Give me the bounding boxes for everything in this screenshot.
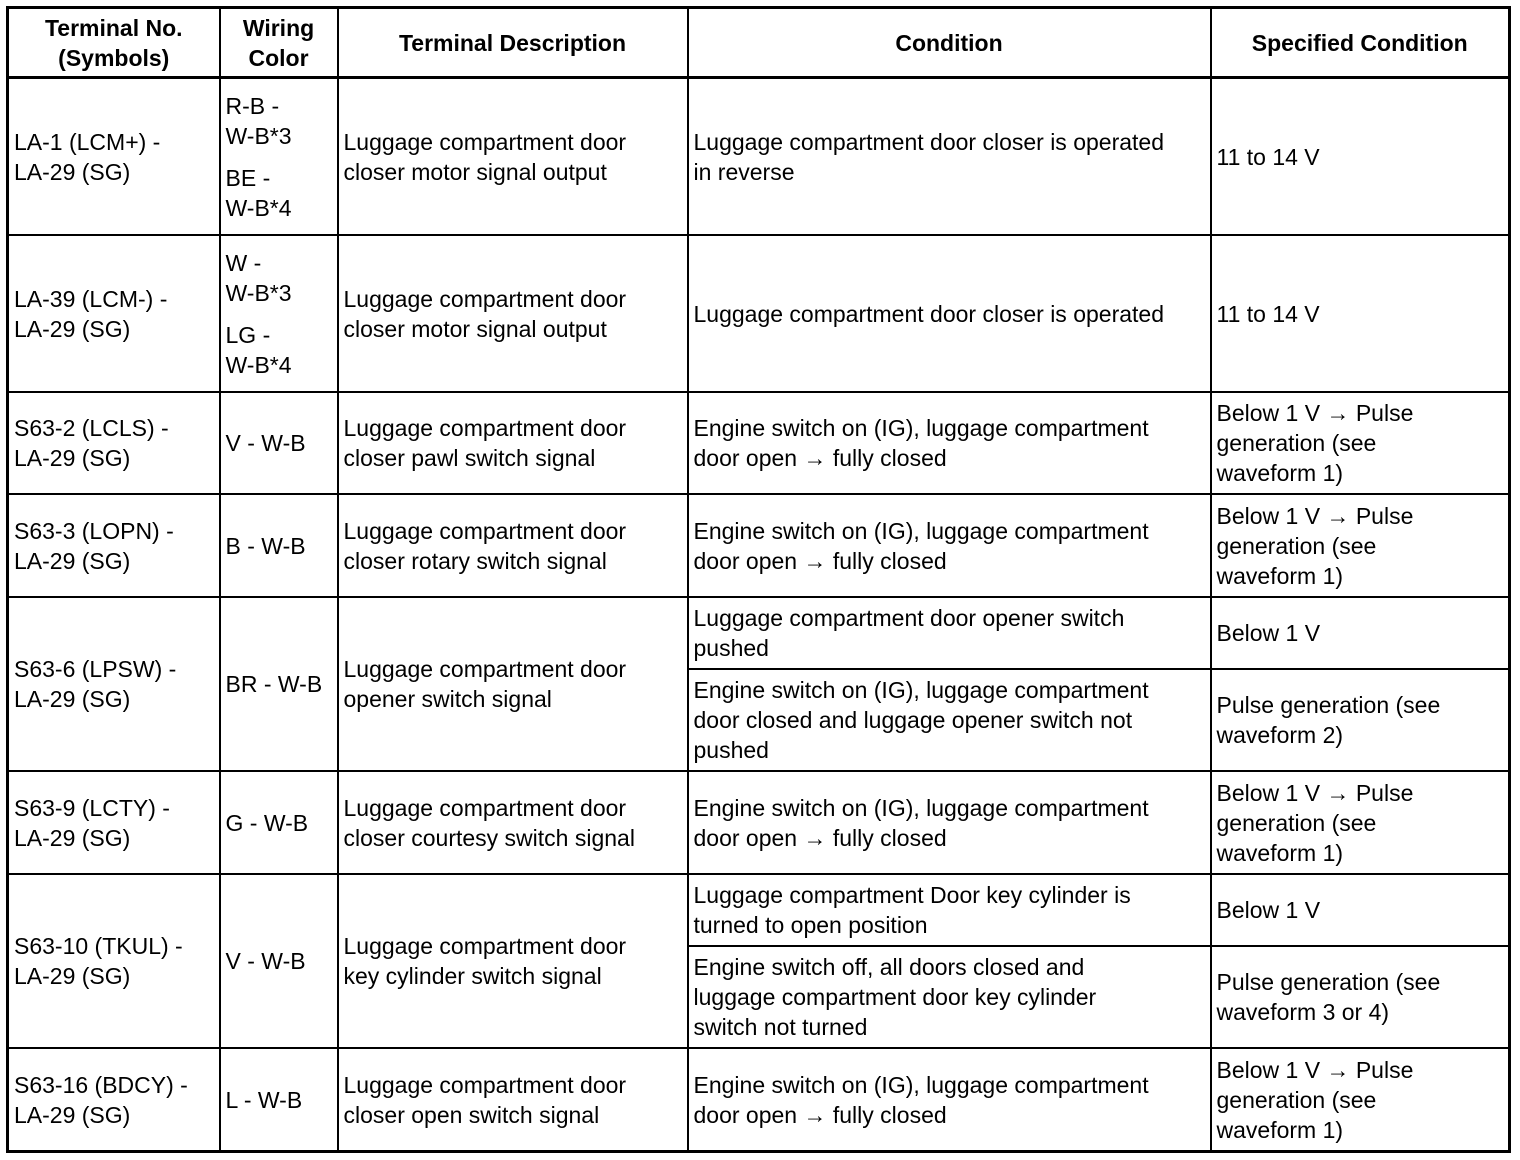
terminal-cell: S63-3 (LOPN) - LA-29 (SG): [8, 494, 220, 597]
terminal-spec-table: [6, 6, 1511, 1153]
table-row: [8, 494, 1510, 597]
specified-cell: Pulse generation (see waveform 3 or 4): [1211, 946, 1510, 1048]
condition-cell: Luggage compartment door closer is operated in reverse: [688, 78, 1211, 236]
terminal-cell: S63-16 (BDCY) - LA-29 (SG): [8, 1048, 220, 1152]
specified-cell: Below 1 V: [1211, 874, 1510, 946]
header-terminal-description: Terminal Description: [338, 8, 688, 78]
table-row: [8, 597, 1510, 669]
wiring-color-variant-3: W - W-B*3: [225, 249, 292, 306]
specified-cell: 11 to 14 V: [1211, 78, 1510, 236]
wiring-color-variant-3: R-B - W-B*3: [225, 92, 292, 149]
description-cell: Luggage compartment door closer open switch signal: [338, 1048, 688, 1152]
table-row: [8, 771, 1510, 874]
condition-cell: Engine switch on (IG), luggage compartment door open → fully closed: [688, 771, 1211, 874]
terminal-cell: S63-9 (LCTY) - LA-29 (SG): [8, 771, 220, 874]
terminal-cell: LA-39 (LCM-) - LA-29 (SG): [8, 235, 220, 392]
wiring-color-cell: B - W-B: [220, 494, 338, 597]
wiring-color-cell: [220, 235, 338, 392]
specified-cell: Below 1 V → Pulse generation (see waveform 1): [1211, 392, 1510, 494]
condition-cell: Engine switch on (IG), luggage compartment door open → fully closed: [688, 494, 1211, 597]
terminal-cell: LA-1 (LCM+) - LA-29 (SG): [8, 78, 220, 236]
condition-cell: Luggage compartment door closer is operated: [688, 235, 1211, 392]
description-cell: Luggage compartment door closer pawl switch signal: [338, 392, 688, 494]
table-row: [8, 1048, 1510, 1152]
wiring-color-variant-4: BE - W-B*4: [225, 164, 292, 221]
description-cell: Luggage compartment door closer motor signal output: [338, 78, 688, 236]
description-cell: Luggage compartment door opener switch signal: [338, 597, 688, 771]
specified-cell: Below 1 V → Pulse generation (see waveform 1): [1211, 771, 1510, 874]
terminal-cell: S63-6 (LPSW) - LA-29 (SG): [8, 597, 220, 771]
specified-cell: Below 1 V: [1211, 597, 1510, 669]
header-condition: Condition: [688, 8, 1211, 78]
specified-cell: Pulse generation (see waveform 2): [1211, 669, 1510, 771]
table-header-row: [8, 8, 1510, 78]
wiring-color-variant-4: LG - W-B*4: [225, 321, 292, 378]
header-specified-condition: Specified Condition: [1211, 8, 1510, 78]
wiring-color-cell: G - W-B: [220, 771, 338, 874]
specified-cell: Below 1 V → Pulse generation (see waveform 1): [1211, 494, 1510, 597]
condition-cell: Engine switch on (IG), luggage compartment door open → fully closed: [688, 392, 1211, 494]
condition-cell: Luggage compartment Door key cylinder is turned to open position: [688, 874, 1211, 946]
description-cell: Luggage compartment door closer courtesy switch signal: [338, 771, 688, 874]
table-row: [8, 392, 1510, 494]
condition-cell: Luggage compartment door opener switch pushed: [688, 597, 1211, 669]
table-row: [8, 874, 1510, 946]
wiring-color-cell: [220, 78, 338, 236]
wiring-color-cell: V - W-B: [220, 874, 338, 1048]
condition-cell: Engine switch off, all doors closed and luggage compartment door key cylinder switch not turned: [688, 946, 1211, 1048]
description-cell: Luggage compartment door closer motor signal output: [338, 235, 688, 392]
wiring-color-cell: BR - W-B: [220, 597, 338, 771]
header-terminal: Terminal No. (Symbols): [8, 8, 220, 78]
condition-cell: Engine switch on (IG), luggage compartment door closed and luggage opener switch not pushed: [688, 669, 1211, 771]
table-row: [8, 78, 1510, 236]
header-wiring-color: Wiring Color: [220, 8, 338, 78]
terminal-cell: S63-10 (TKUL) - LA-29 (SG): [8, 874, 220, 1048]
wiring-color-cell: L - W-B: [220, 1048, 338, 1152]
description-cell: Luggage compartment door key cylinder switch signal: [338, 874, 688, 1048]
specified-cell: Below 1 V → Pulse generation (see waveform 1): [1211, 1048, 1510, 1152]
wiring-color-cell: V - W-B: [220, 392, 338, 494]
table-row: [8, 235, 1510, 392]
specified-cell: 11 to 14 V: [1211, 235, 1510, 392]
condition-cell: Engine switch on (IG), luggage compartment door open → fully closed: [688, 1048, 1211, 1152]
terminal-cell: S63-2 (LCLS) - LA-29 (SG): [8, 392, 220, 494]
description-cell: Luggage compartment door closer rotary switch signal: [338, 494, 688, 597]
